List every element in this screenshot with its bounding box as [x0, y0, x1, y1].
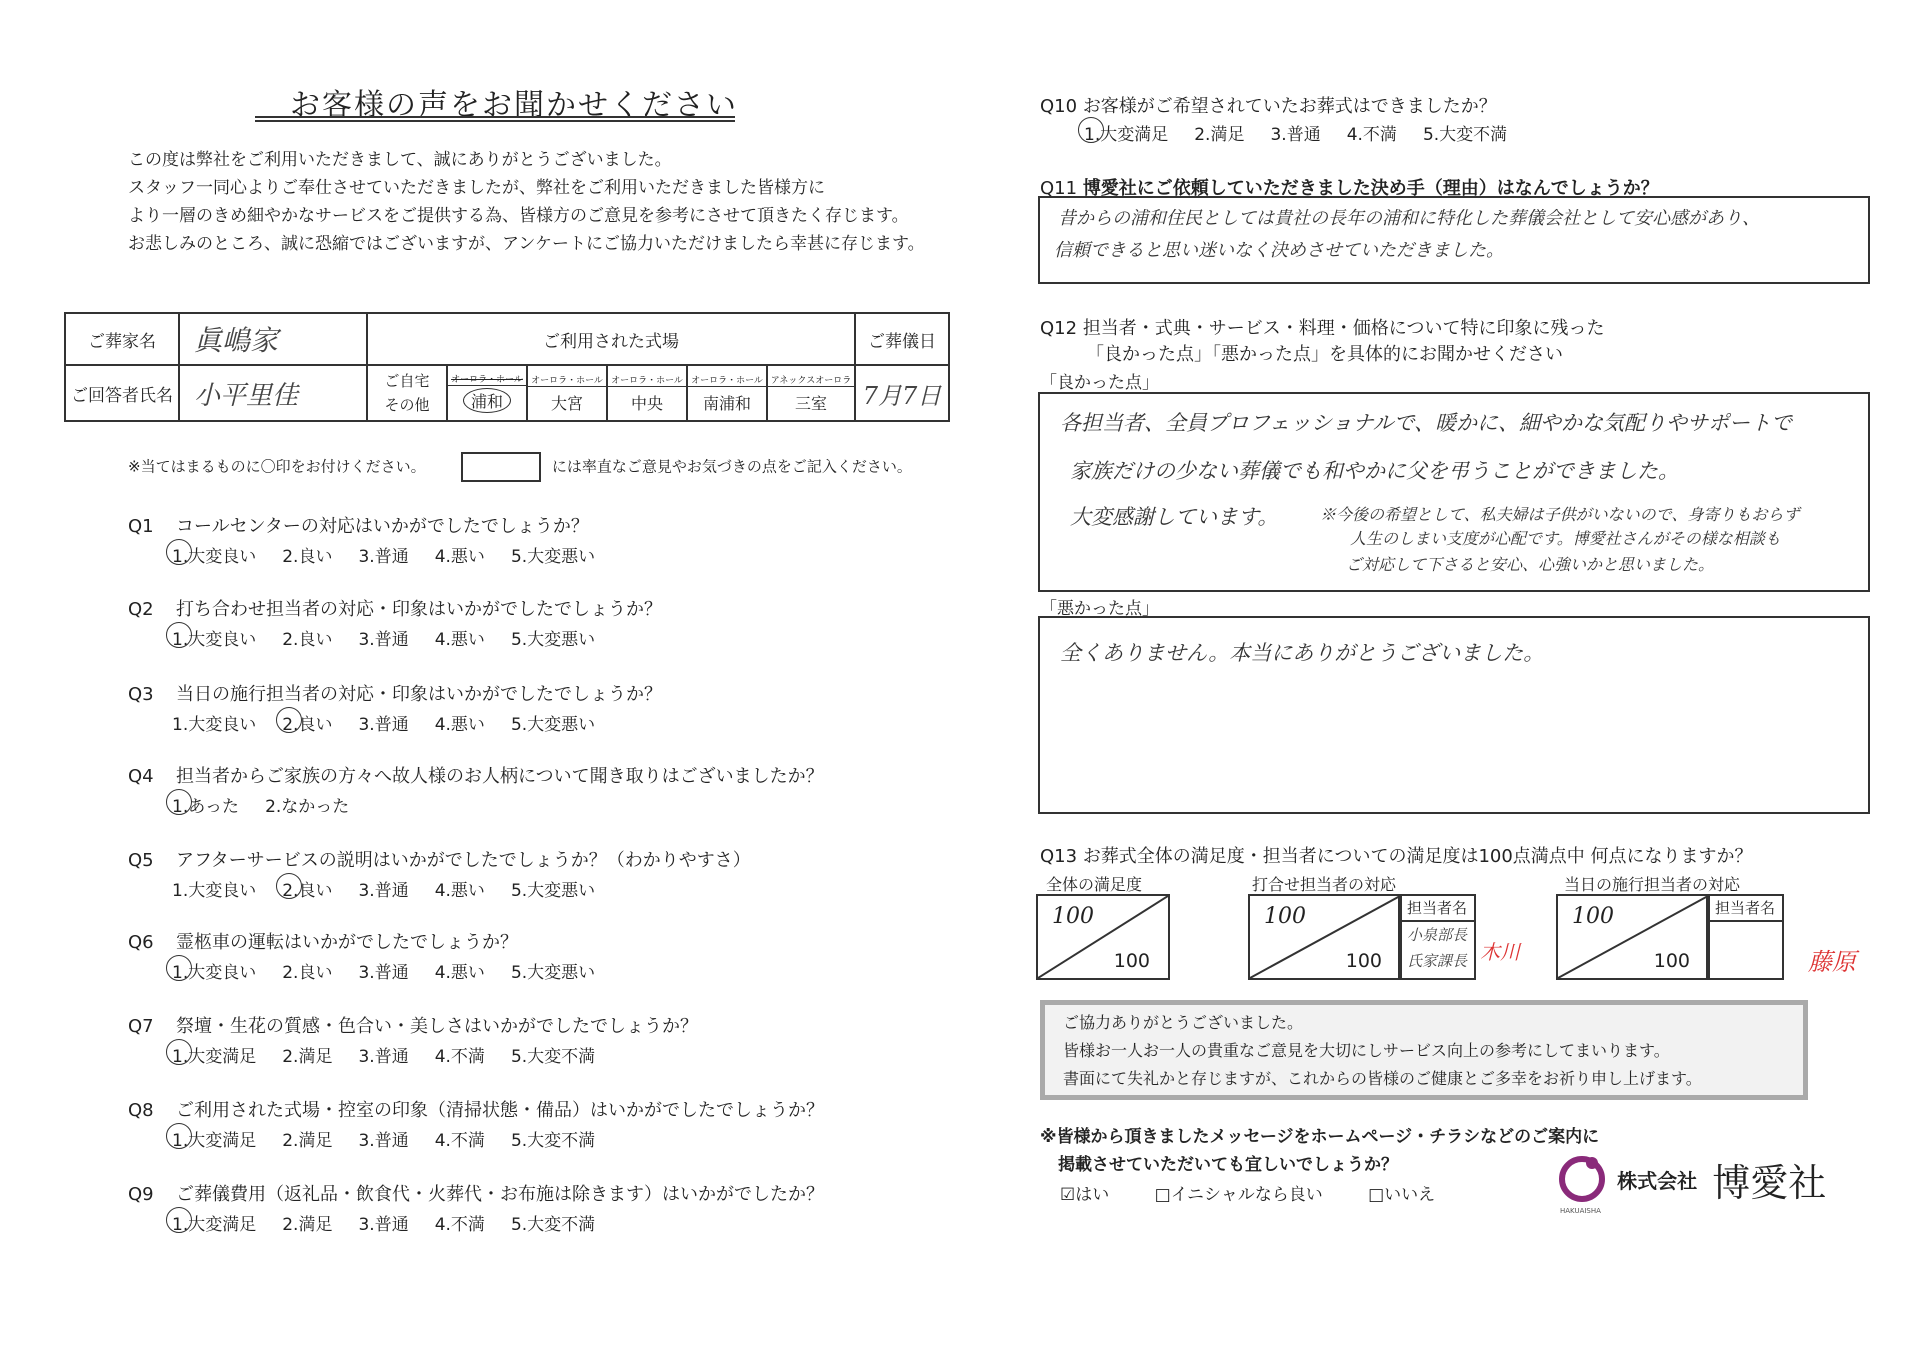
q11-question: 博愛社にご依頼していただきました決め手（理由）はなんでしょうか？ [1082, 178, 1659, 199]
option[interactable]: 4.悪い [434, 547, 485, 567]
option-selected[interactable]: 1.大変満足 [172, 1042, 256, 1067]
day-red-note: 藤原 [1808, 948, 1856, 976]
tanto-label: 担当者名 [1708, 896, 1782, 922]
note-box-sample [461, 452, 541, 482]
question-options [172, 1126, 621, 1151]
company-prefix: 株式会社 [1617, 1169, 1698, 1193]
option[interactable]: 4.不満 [434, 1047, 485, 1067]
date-value[interactable]: 7月7日 [855, 365, 949, 421]
intro-line: より一層のきめ細やかなサービスをご提供する為、皆様方のご意見を参考にさせて頂きたく存じます。 [128, 206, 909, 226]
option[interactable]: 4.悪い [434, 630, 485, 650]
title-underline [255, 116, 735, 122]
good-answer-line: 家族だけの少ない葬儀でも和やかに父を弔うことができました。 [1070, 459, 1679, 483]
overall-max: 100 [1113, 950, 1150, 972]
question-6 [128, 928, 518, 954]
instruction-note [128, 452, 912, 482]
thanks-line: 皆様お一人お一人の貴重なご意見を大切にしサービス向上の参考にしてまいります。 [1063, 1041, 1670, 1060]
info-table [64, 312, 950, 422]
consent-yes-checkbox[interactable]: ☑はい [1060, 1185, 1110, 1205]
question-options [172, 710, 621, 735]
day-score-box[interactable] [1556, 894, 1710, 980]
option[interactable]: 2.良い [282, 963, 333, 983]
good-answer-line: 大変感謝しています。 [1070, 505, 1279, 529]
overall-label: 全体の満足度 [1046, 875, 1143, 894]
bad-points-label: 「悪かった点」 [1040, 599, 1159, 619]
thanks-box [1040, 1000, 1808, 1100]
venue-name: 大宮 [550, 393, 583, 413]
meeting-max: 100 [1345, 950, 1382, 972]
option[interactable]: 2.良い [282, 630, 333, 650]
other-label: その他 [384, 396, 430, 414]
good-extra-line: ※今後の希望として、私夫婦は子供がいないので、身寄りもおらず [1320, 505, 1800, 524]
meeting-staff-box[interactable] [1398, 894, 1476, 980]
venue-name: 中央 [630, 393, 663, 413]
good-extra-line: 人生のしまい支度が心配です。博愛社さんがその様な相談も [1350, 529, 1781, 548]
question-options [172, 792, 375, 817]
intro-line: お悲しみのところ、誠に恐縮ではございますが、アンケートにご協力いただけましたら幸甚に存じます。 [128, 234, 925, 254]
option[interactable]: 3.普通 [358, 715, 409, 735]
question-text: 打ち合わせ担当者の対応・印象はいかがでしたでしょうか？ [176, 599, 662, 620]
option[interactable]: 2.満足 [282, 1131, 333, 1151]
q13-num: Q13 [1040, 846, 1078, 867]
option[interactable]: 4.不満 [434, 1131, 485, 1151]
question-number: Q7 [128, 1016, 154, 1037]
thanks-line: ご協力ありがとうございました。 [1063, 1013, 1304, 1032]
respondent-label: ご回答者氏名 [65, 365, 179, 421]
option[interactable]: 3.普通 [1270, 125, 1321, 145]
option-selected[interactable]: 2.良い [282, 710, 332, 735]
intro-line: スタッフ一同心よりご奉仕させていただきましたが、弊社をご利用いただきました皆様方に [128, 178, 825, 198]
note-right: には率直なご意見やお気づきの点をご記入ください。 [551, 457, 912, 476]
question-options [172, 1210, 621, 1235]
option-selected[interactable]: 1.あった [172, 792, 239, 817]
question-number: Q1 [128, 516, 154, 537]
overall-score-box[interactable] [1036, 894, 1170, 980]
question-text: ご葬儀費用（返礼品・飲食代・火葬代・お布施は除きます）はいかがでしたか？ [176, 1184, 824, 1205]
venue-mimuro[interactable] [767, 365, 855, 421]
question-text: コールセンターの対応はいかがでしたでしょうか？ [176, 516, 589, 537]
question-9 [128, 1180, 824, 1206]
q13-text [1040, 842, 1753, 868]
q11-answer-line: 昔からの浦和住民としては貴社の長年の浦和に特化した葬儀会社として安心感があり、 [1058, 208, 1760, 229]
good-points-box[interactable] [1038, 392, 1870, 592]
option[interactable]: 4.不満 [1346, 125, 1397, 145]
option[interactable]: 3.普通 [358, 547, 409, 567]
option[interactable]: 5.大変悪い [510, 963, 596, 983]
question-options [172, 876, 621, 901]
overall-score: 100 [1052, 904, 1094, 929]
family-value[interactable]: 眞嶋家 [179, 313, 367, 365]
question-options [172, 625, 621, 650]
q11-answer-box[interactable] [1038, 196, 1870, 284]
question-7 [128, 1012, 698, 1038]
page-title: お客様の声をお聞かせください [290, 88, 738, 123]
option[interactable]: 3.普通 [358, 963, 409, 983]
question-number: Q4 [128, 766, 154, 787]
tanto-label: 担当者名 [1400, 896, 1474, 922]
day-label: 当日の施行担当者の対応 [1564, 875, 1741, 894]
option[interactable]: 5.大変悪い [510, 715, 596, 735]
company-name: 博愛社 [1712, 1161, 1827, 1205]
question-5 [128, 846, 751, 872]
meeting-red-note: 木川 [1480, 940, 1520, 964]
option[interactable]: 3.普通 [358, 881, 409, 901]
company-sub: HAKUAISHA [1560, 1207, 1601, 1215]
question-8 [128, 1096, 824, 1122]
option[interactable]: 5.大変悪い [510, 547, 596, 567]
consent-no-checkbox[interactable]: □いいえ [1368, 1185, 1436, 1205]
meeting-score: 100 [1264, 904, 1306, 929]
q10-text [1040, 92, 1497, 118]
venue-label: ご利用された式場 [367, 313, 855, 365]
question-text: アフターサービスの説明はいかがでしたでしょうか？（わかりやすさ） [176, 850, 751, 871]
q12-num: Q12 [1040, 318, 1078, 339]
option[interactable]: 5.大変悪い [510, 630, 596, 650]
note-left: ※当てはまるものに〇印をお付けください。 [128, 457, 426, 476]
option[interactable]: 4.悪い [434, 881, 485, 901]
question-3 [128, 680, 662, 706]
q11-answer-line: 信頼できると思い迷いなく決めさせていただきました。 [1054, 240, 1504, 261]
option[interactable]: 5.大変不満 [510, 1047, 596, 1067]
question-number: Q3 [128, 684, 154, 705]
day-staff-box[interactable] [1706, 894, 1784, 980]
q12-question-1: 担当者・式典・サービス・料理・価格について特に印象に残った [1082, 318, 1605, 339]
option[interactable]: 3.普通 [358, 630, 409, 650]
bad-points-box[interactable] [1038, 616, 1870, 814]
home-label: ご自宅 [384, 372, 430, 390]
q10-num: Q10 [1040, 96, 1078, 117]
venue-top: オーロラ・ホール [608, 373, 686, 387]
family-label: ご葬家名 [65, 313, 179, 365]
q10-question: お客様がご希望されていたお葬式はできましたか？ [1082, 96, 1497, 117]
consent-options [1060, 1180, 1435, 1205]
option[interactable]: 4.悪い [434, 715, 485, 735]
question-options [172, 542, 621, 567]
bad-answer: 全くありません。本当にありがとうございました。 [1060, 641, 1545, 665]
option[interactable]: 3.普通 [358, 1047, 409, 1067]
question-text: 祭壇・生花の質感・色合い・美しさはいかがでしたでしょうか？ [176, 1016, 698, 1037]
option[interactable]: 4.不満 [434, 1215, 485, 1235]
good-extra-line: ご対応して下さると安心、心強いかと思いました。 [1346, 555, 1715, 574]
option[interactable]: 1.大変良い [172, 715, 257, 735]
question-text: ご利用された式場・控室の印象（清掃状態・備品）はいかがでしたでしょうか？ [176, 1100, 824, 1121]
q13-question: お葬式全体の満足度・担当者についての満足度は100点満点中 何点になりますか？ [1082, 846, 1753, 867]
good-answer-line: 各担当者、全員プロフェッショナルで、暖かに、細やかな気配りやサポートで [1060, 411, 1793, 435]
q12-question-2: 「良かった点」「悪かった点」を具体的にお聞かせください [1086, 344, 1563, 365]
option[interactable]: 1.大変良い [172, 881, 257, 901]
venue-home[interactable] [367, 365, 447, 421]
question-number: Q8 [128, 1100, 154, 1121]
option-selected[interactable]: 1.大変良い [172, 542, 256, 567]
venue-top: オーロラ・ホール [688, 373, 766, 387]
staff-name: 小泉部長 [1406, 926, 1467, 944]
date-label: ご葬儀日 [855, 313, 949, 365]
venue-name: 南浦和 [702, 393, 751, 413]
question-number: Q6 [128, 932, 154, 953]
question-text: 当日の施行担当者の対応・印象はいかがでしたでしょうか？ [176, 684, 662, 705]
company-logo [1558, 1152, 1826, 1215]
question-1 [128, 512, 589, 538]
venue-top: オーロラ・ホール [528, 373, 606, 387]
option[interactable]: 5.大変不満 [510, 1215, 596, 1235]
option[interactable]: 3.普通 [358, 1215, 409, 1235]
question-text: 霊柩車の運転はいかがでしたでしょうか？ [176, 932, 518, 953]
question-2 [128, 595, 662, 621]
option-selected[interactable]: 1.大変良い [172, 958, 256, 983]
consent-initial-checkbox[interactable]: □イニシャルなら良い [1154, 1185, 1323, 1205]
staff-name: 氏家課長 [1406, 952, 1467, 970]
question-number: Q5 [128, 850, 154, 871]
question-number: Q9 [128, 1184, 154, 1205]
option[interactable]: 2.良い [282, 547, 333, 567]
venue-omiya[interactable] [527, 365, 607, 421]
option[interactable]: 4.悪い [434, 963, 485, 983]
question-options [172, 958, 621, 983]
question-options [172, 1042, 621, 1067]
intro-line: この度は弊社をご利用いただきまして、誠にありがとうございました。 [128, 150, 672, 170]
q10-options [1084, 120, 1533, 145]
q11-num: Q11 [1040, 178, 1078, 199]
consent-text-2: 掲載させていただいても宜しいでしょうか？ [1058, 1155, 1398, 1175]
consent-text-1: ※皆様から頂きましたメッセージをホームページ・チラシなどのご案内に [1040, 1127, 1600, 1147]
day-score: 100 [1572, 904, 1614, 929]
question-text: 担当者からご家族の方々へ故人様のお人柄について聞き取りはございましたか？ [176, 766, 824, 787]
venue-name: 三室 [794, 393, 827, 413]
hakuaisha-logo-icon [1558, 1153, 1606, 1207]
option[interactable]: 5.大変不満 [1422, 125, 1508, 145]
venue-chuo[interactable] [607, 365, 687, 421]
option-selected[interactable]: 1.大変良い [172, 625, 256, 650]
meeting-score-box[interactable] [1248, 894, 1402, 980]
question-number: Q2 [128, 599, 154, 620]
respondent-value[interactable]: 小平里佳 [179, 365, 367, 421]
option[interactable]: 5.大変不満 [510, 1131, 596, 1151]
option[interactable]: 2.満足 [1194, 125, 1245, 145]
question-4 [128, 762, 824, 788]
option[interactable]: 2.満足 [282, 1047, 333, 1067]
option-selected[interactable]: 1.大変満足 [172, 1126, 256, 1151]
intro-text [128, 146, 925, 258]
day-max: 100 [1653, 950, 1690, 972]
option-selected[interactable]: 1.大変満足 [1084, 120, 1168, 145]
venue-top: アネックスオーロラ [768, 373, 854, 387]
option[interactable]: 2.なかった [265, 797, 350, 817]
good-points-label: 「良かった点」 [1040, 373, 1159, 393]
option-selected[interactable]: 2.良い [282, 876, 332, 901]
thanks-line: 書面にて失礼かと存じますが、これからの皆様のご健康とご多幸をお祈り申し上げます。 [1063, 1069, 1702, 1088]
venue-minami-urawa[interactable] [687, 365, 767, 421]
option-selected[interactable]: 1.大変満足 [172, 1210, 256, 1235]
venue-name-circled: 浦和 [463, 388, 511, 413]
venue-urawa[interactable] [447, 365, 527, 421]
meeting-label: 打合せ担当者の対応 [1252, 875, 1397, 894]
option[interactable]: 2.満足 [282, 1215, 333, 1235]
option[interactable]: 3.普通 [358, 1131, 409, 1151]
venue-top: オーロラ・ホール [448, 372, 526, 386]
q12-text [1040, 314, 1604, 340]
option[interactable]: 5.大変悪い [510, 881, 596, 901]
